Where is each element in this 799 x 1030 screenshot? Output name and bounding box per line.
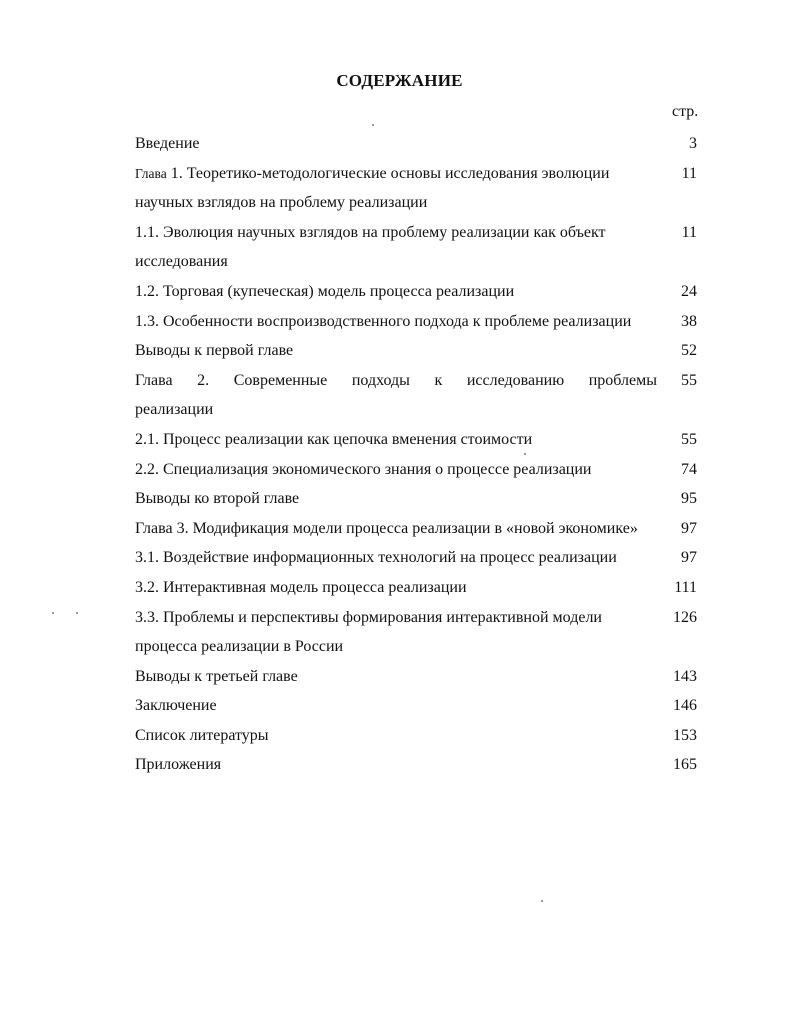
toc-entry-page: 97 — [681, 519, 697, 537]
toc-entry-text: 2.2. Специализация экономического знания о процессе реализации — [135, 460, 592, 478]
toc-entry-page: 55 — [681, 371, 697, 389]
toc-entry-text: 3.3. Проблемы и перспективы формирования интерактивной модели процесса реализации в России — [135, 608, 602, 656]
toc-entry-text: 3.2. Интерактивная модель процесса реализации — [135, 578, 467, 596]
toc-entry-text: Заключение — [135, 697, 217, 715]
page-title: СОДЕРЖАНИЕ — [336, 71, 463, 90]
toc-entry-page: 153 — [673, 726, 697, 744]
toc-entry-1-1[interactable] — [135, 218, 705, 277]
toc-entry-page: 165 — [673, 756, 697, 774]
toc-entry-text: 2.1. Процесс реализации как цепочка вменения стоимости — [135, 430, 533, 448]
toc-entry-conclusion[interactable] — [135, 691, 705, 721]
toc-entry-3-2[interactable] — [135, 573, 705, 603]
toc-entry-page: 52 — [681, 342, 697, 360]
toc-entry-chapter-3[interactable] — [135, 514, 705, 544]
toc-entry-text: 1.3. Особенности воспроизводственного подхода к проблеме реализации — [135, 312, 632, 330]
toc-entry-page: 143 — [673, 667, 697, 685]
page-column-header: стр. — [672, 103, 699, 120]
scan-speck — [541, 900, 543, 902]
toc-entry-page: 146 — [673, 697, 697, 715]
toc-entry-3-1[interactable] — [135, 543, 705, 573]
toc-entry-rest: реализации — [135, 401, 214, 419]
toc-entry-text: 1.2. Торговая (купеческая) модель процесса реализации — [135, 282, 515, 300]
toc-entry-title: 1. Теоретико-методологические основы исследования эволюции научных взглядов на проблему реализации — [135, 164, 610, 212]
toc-entry-appendices[interactable] — [135, 750, 705, 780]
scan-speck — [76, 612, 78, 614]
toc-entry-text: Выводы ко второй главе — [135, 490, 300, 508]
toc-entry-text — [135, 159, 657, 218]
toc-entry-page: 97 — [681, 549, 697, 567]
toc-entry-first-line: Глава 2. Современные подходы к исследованию проблемы — [135, 371, 657, 389]
scan-speck — [372, 124, 374, 126]
toc-entry-page: 55 — [681, 430, 697, 448]
toc-entry-2-1[interactable] — [135, 425, 705, 455]
toc-entry-page: 74 — [681, 460, 697, 478]
table-of-contents — [135, 129, 705, 780]
toc-entry-text: 1.1. Эволюция научных взглядов на проблему реализации как объект исследования — [135, 223, 606, 271]
toc-entry-page: 111 — [674, 578, 697, 596]
toc-entry-1-3[interactable] — [135, 307, 705, 337]
toc-entry-page: 24 — [681, 282, 697, 300]
toc-entry-text: Выводы к третьей главе — [135, 667, 298, 685]
toc-entry-text — [135, 366, 657, 425]
toc-entry-text: Введение — [135, 135, 200, 152]
toc-entry-text: 3.1. Воздействие информационных технологий на процесс реализации — [135, 549, 617, 567]
toc-entry-3-3[interactable] — [135, 603, 705, 662]
toc-entry-page: 38 — [681, 312, 697, 330]
scan-speck — [524, 453, 526, 455]
toc-entry-text: Приложения — [135, 756, 222, 774]
toc-entry-text: Глава 3. Модификация модели процесса реализации в «новой экономике» — [135, 519, 638, 537]
toc-entry-1-2[interactable] — [135, 277, 705, 307]
toc-entry-chapter-2[interactable] — [135, 366, 705, 425]
toc-entry-page: 3 — [689, 135, 697, 152]
toc-entry-text: Выводы к первой главе — [135, 342, 294, 360]
toc-entry-page: 95 — [681, 490, 697, 508]
toc-entry-conclusions-chapter-3[interactable] — [135, 662, 705, 692]
toc-entry-page: 126 — [673, 608, 697, 626]
toc-entry-introduction[interactable] — [135, 129, 705, 159]
scan-speck — [52, 612, 54, 614]
toc-entry-text: Список литературы — [135, 726, 269, 744]
toc-entry-prefix: Глава — [135, 165, 167, 181]
toc-entry-page: 11 — [681, 164, 697, 182]
toc-entry-conclusions-chapter-1[interactable] — [135, 336, 705, 366]
toc-entry-conclusions-chapter-2[interactable] — [135, 484, 705, 514]
toc-entry-2-2[interactable] — [135, 455, 705, 485]
toc-entry-chapter-1[interactable] — [135, 159, 705, 218]
toc-entry-bibliography[interactable] — [135, 721, 705, 751]
toc-entry-page: 11 — [681, 223, 697, 241]
